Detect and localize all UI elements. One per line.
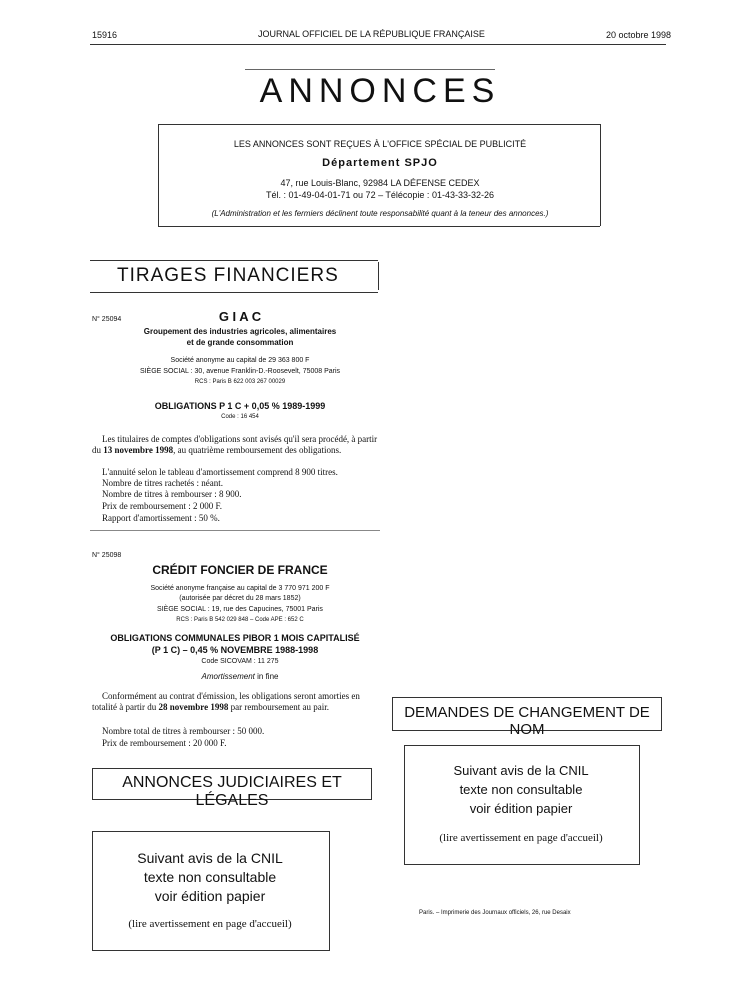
office-box-bottom: [158, 226, 600, 227]
giac-subtitle1: Groupement des industries agricoles, alimentaires: [143, 327, 337, 336]
cnil-right-line1: Suivant avis de la CNIL: [453, 763, 589, 778]
office-box-right: [600, 124, 601, 226]
giac-rcs: RCS : Paris B 622 003 267 00029: [194, 379, 286, 385]
office-box-top: [158, 124, 600, 125]
credit-rcs: RCS : Paris B 542 029 848 – Code APE : 652 C: [176, 617, 304, 623]
giac-paragraph: Les titulaires de comptes d'obligations sont avisés qu'il sera procédé, à partir du 13 novembre 1998, au quatrième remboursement des obligations.: [92, 434, 378, 455]
cnil-left-line1: Suivant avis de la CNIL: [137, 850, 283, 866]
giac-prix: Prix de remboursement : 2 000 F.: [102, 501, 223, 511]
giac-rapport: Rapport d'amortissement : 50 %.: [102, 513, 220, 523]
giac-capital: Société anonyme au capital de 29 363 800 F: [170, 357, 310, 364]
credit-obligations2: (P 1 C) – 0,45 % NOVEMBRE 1988-1998: [151, 645, 319, 655]
giac-rembourser: Nombre de titres à rembourser : 8 900.: [102, 489, 242, 499]
header-rule: [90, 44, 666, 45]
credit-siege: SIÈGE SOCIAL : 19, rue des Capucines, 75001 Paris: [157, 606, 323, 613]
giac-code: Code : 16 454: [221, 414, 259, 420]
cnil-left-line2: texte non consultable: [143, 869, 277, 885]
cnil-right-line3: voir édition papier: [469, 801, 573, 816]
giac-name: G I A C: [218, 309, 262, 324]
credit-paragraph: Conformément au contrat d'émission, les obligations seront amorties en totalité à partir du 28 novembre 1998 par remboursement au pair.: [92, 691, 360, 712]
giac-obligations: OBLIGATIONS P 1 C + 0,05 % 1989-1999: [154, 401, 326, 411]
title-rule: [245, 69, 495, 70]
credit-amortissement: Amortissement in fine: [201, 672, 279, 681]
office-disclaimer: (L'Administration et les fermiers déclinent toute responsabilité quant à la teneur des annonces.): [211, 209, 549, 218]
main-title: ANNONCES: [259, 72, 501, 110]
giac-rachetes: Nombre de titres rachetés : néant.: [102, 478, 223, 488]
cnil-right-line2: texte non consultable: [459, 782, 583, 797]
giac-annuite: L'annuité selon le tableau d'amortissement comprend 8 900 titres.: [102, 467, 338, 477]
page-number: 15916: [92, 30, 118, 40]
cnil-right-note: (lire avertissement en page d'accueil): [439, 832, 603, 844]
cnil-left-note: (lire avertissement en page d'accueil): [128, 918, 292, 930]
credit-prix: Prix de remboursement : 20 000 F.: [102, 738, 227, 748]
imprimerie-footer: Paris. – Imprimerie des Journaux officiels, 26, rue Desaix: [419, 910, 571, 916]
credit-capital: Société anonyme française au capital de 3 770 971 200 F: [150, 585, 330, 592]
section-judiciaires: ANNONCES JUDICIAIRES ET LÉGALES: [122, 774, 342, 809]
credit-number: N° 25098: [92, 552, 122, 559]
tirages-rule-bottom: [90, 292, 378, 293]
credit-name: CRÉDIT FONCIER DE FRANCE: [152, 563, 328, 577]
office-address: 47, rue Louis-Blanc, 92984 LA DÉFENSE CEDEX: [280, 178, 480, 188]
credit-code: Code SICOVAM : 11 275: [201, 658, 279, 665]
credit-total: Nombre total de titres à rembourser : 50 000.: [102, 726, 265, 736]
credit-decret: (autorisée par décret du 28 mars 1852): [179, 595, 301, 602]
office-line1: LES ANNONCES SONT REÇUES À L'OFFICE SPÉCIAL DE PUBLICITÉ: [233, 139, 527, 149]
credit-obligations1: OBLIGATIONS COMMUNALES PIBOR 1 MOIS CAPITALISÉ: [110, 633, 360, 643]
tirages-rule-right: [378, 262, 379, 290]
office-phone: Tél. : 01-49-04-01-71 ou 72 – Télécopie : 01-43-33-32-26: [266, 190, 494, 200]
cnil-left-line3: voir édition papier: [154, 888, 266, 904]
office-department: Département SPJO: [322, 157, 438, 169]
office-box-left: [158, 124, 159, 226]
giac-end-rule: [90, 530, 380, 531]
giac-number: N° 25094: [92, 316, 122, 323]
section-demandes: DEMANDES DE CHANGEMENT DE NOM: [404, 704, 650, 738]
giac-siege: SIÈGE SOCIAL : 30, avenue Franklin-D.-Roosevelt, 75008 Paris: [139, 368, 341, 375]
tirages-rule-top: [90, 260, 378, 261]
giac-subtitle2: et de grande consommation: [186, 338, 294, 347]
issue-date: 20 octobre 1998: [606, 30, 672, 40]
section-tirages: TIRAGES FINANCIERS: [117, 265, 339, 286]
journal-title: JOURNAL OFFICIEL DE LA RÉPUBLIQUE FRANÇAISE: [258, 29, 485, 39]
